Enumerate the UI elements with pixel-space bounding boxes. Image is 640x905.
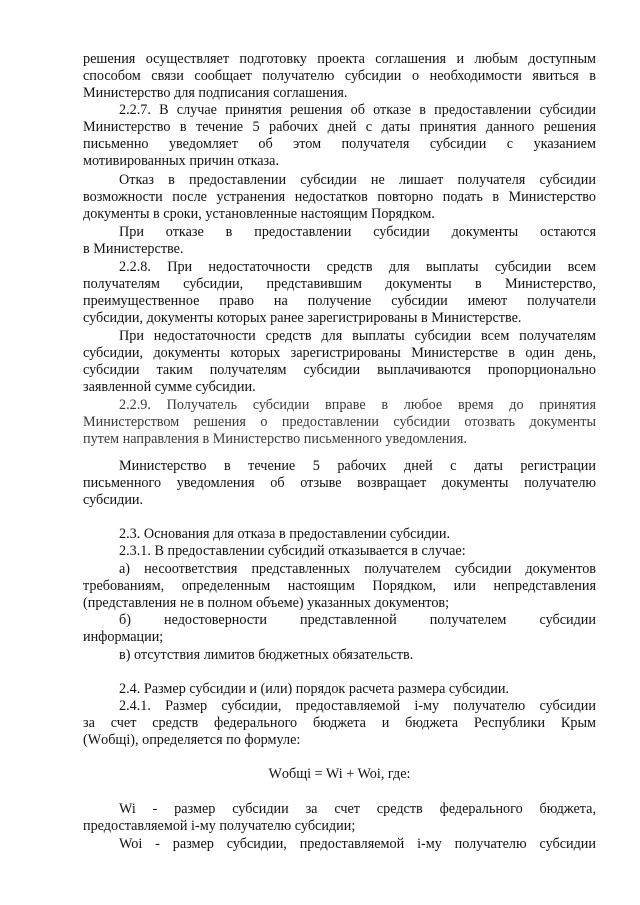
text-line: (представления не в полном объеме) указанных документов;: [83, 595, 450, 611]
text-line: Wi - размер субсидии за счет средств федерального бюджета,: [119, 801, 596, 817]
text-line: Министерство для подписания соглашения.: [83, 85, 348, 101]
text-line: письменного уведомления об отзыве возвращает документы получателю: [83, 475, 596, 491]
text-line: предоставляемой i-му получателю субсидии;: [83, 818, 356, 834]
text-line: требованиям, определенным настоящим Порядком, или непредставления: [83, 578, 596, 594]
text-line: субсидии, документы которых ранее зарегистрированы в Министерстве.: [83, 310, 522, 326]
text-line: б) недостоверности представленной получателем субсидии: [119, 612, 596, 628]
text-line: 2.2.8. При недостаточности средств для выплаты субсидии всем: [119, 259, 596, 275]
text-line: Министерством решения о предоставлении субсидии отозвать документы: [83, 414, 596, 430]
text-line: субсидии таким получателям субсидии выплачиваются пропорционально: [83, 362, 596, 378]
text-line: способом связи сообщает получателю субсидии о необходимости явиться в: [83, 68, 596, 84]
text-line: преимущественное право на получение субсидии имеют получатели: [83, 293, 596, 309]
text-line: за счет средств федерального бюджета и бюджета Республики Крым: [83, 715, 596, 731]
text-line: Woi - размер субсидии, предоставляемой i-му получателю субсидии: [119, 836, 596, 852]
text-line: При недостаточности средств для выплаты субсидии всем получателям: [119, 328, 596, 344]
text-line: документы в сроки, установленные настоящим Порядком.: [83, 206, 435, 222]
text-line: возможности после устранения недостатков повторно подать в Министерство: [83, 189, 596, 205]
formula: Wобщi = Wi + Woi, где:: [268, 766, 411, 782]
text-line: заявленной сумме субсидии.: [83, 379, 256, 395]
text-line: мотивированных причин отказа.: [83, 153, 279, 169]
text-line: субсидии.: [83, 492, 144, 508]
text-line: субсидии, документы которых зарегистрированы Министерстве в один день,: [83, 345, 596, 361]
text-line: получателям субсидии, представившим документы в Министерство,: [83, 276, 596, 292]
text-line: письменно уведомляет об этом получателя субсидии с указанием: [83, 136, 596, 152]
text-line: в Министерстве.: [83, 241, 184, 257]
text-line: информации;: [83, 629, 164, 645]
text-line: (Wобщi), определяется по формуле:: [83, 732, 301, 748]
text-line: 2.3.1. В предоставлении субсидий отказывается в случае:: [119, 543, 466, 559]
text-line: 2.4.1. Размер субсидии, предоставляемой i-му получателю субсидии: [119, 698, 596, 714]
text-line: 2.2.7. В случае принятия решения об отказе в предоставлении субсидии: [119, 102, 596, 118]
text-line: Министерство в течение 5 рабочих дней с даты принятия данного решения: [83, 119, 596, 135]
text-line: 2.3. Основания для отказа в предоставлении субсидии.: [119, 526, 450, 542]
text-line: решения осуществляет подготовку проекта соглашения и любым доступным: [83, 51, 596, 67]
text-line: а) несоответствия представленных получателем субсидии документов: [119, 561, 596, 577]
text-line: 2.4. Размер субсидии и (или) порядок расчета размера субсидии.: [119, 681, 510, 697]
text-line: Министерство в течение 5 рабочих дней с даты регистрации: [119, 458, 596, 474]
text-line: путем направления в Министерство письменного уведомления.: [83, 431, 467, 447]
text-line: При отказе в предоставлении субсидии документы остаются: [119, 224, 596, 240]
text-line: Отказ в предоставлении субсидии не лишает получателя субсидии: [119, 172, 596, 188]
text-line: 2.2.9. Получатель субсидии вправе в любое время до принятия: [119, 397, 596, 413]
text-line: в) отсутствия лимитов бюджетных обязательств.: [119, 647, 414, 663]
